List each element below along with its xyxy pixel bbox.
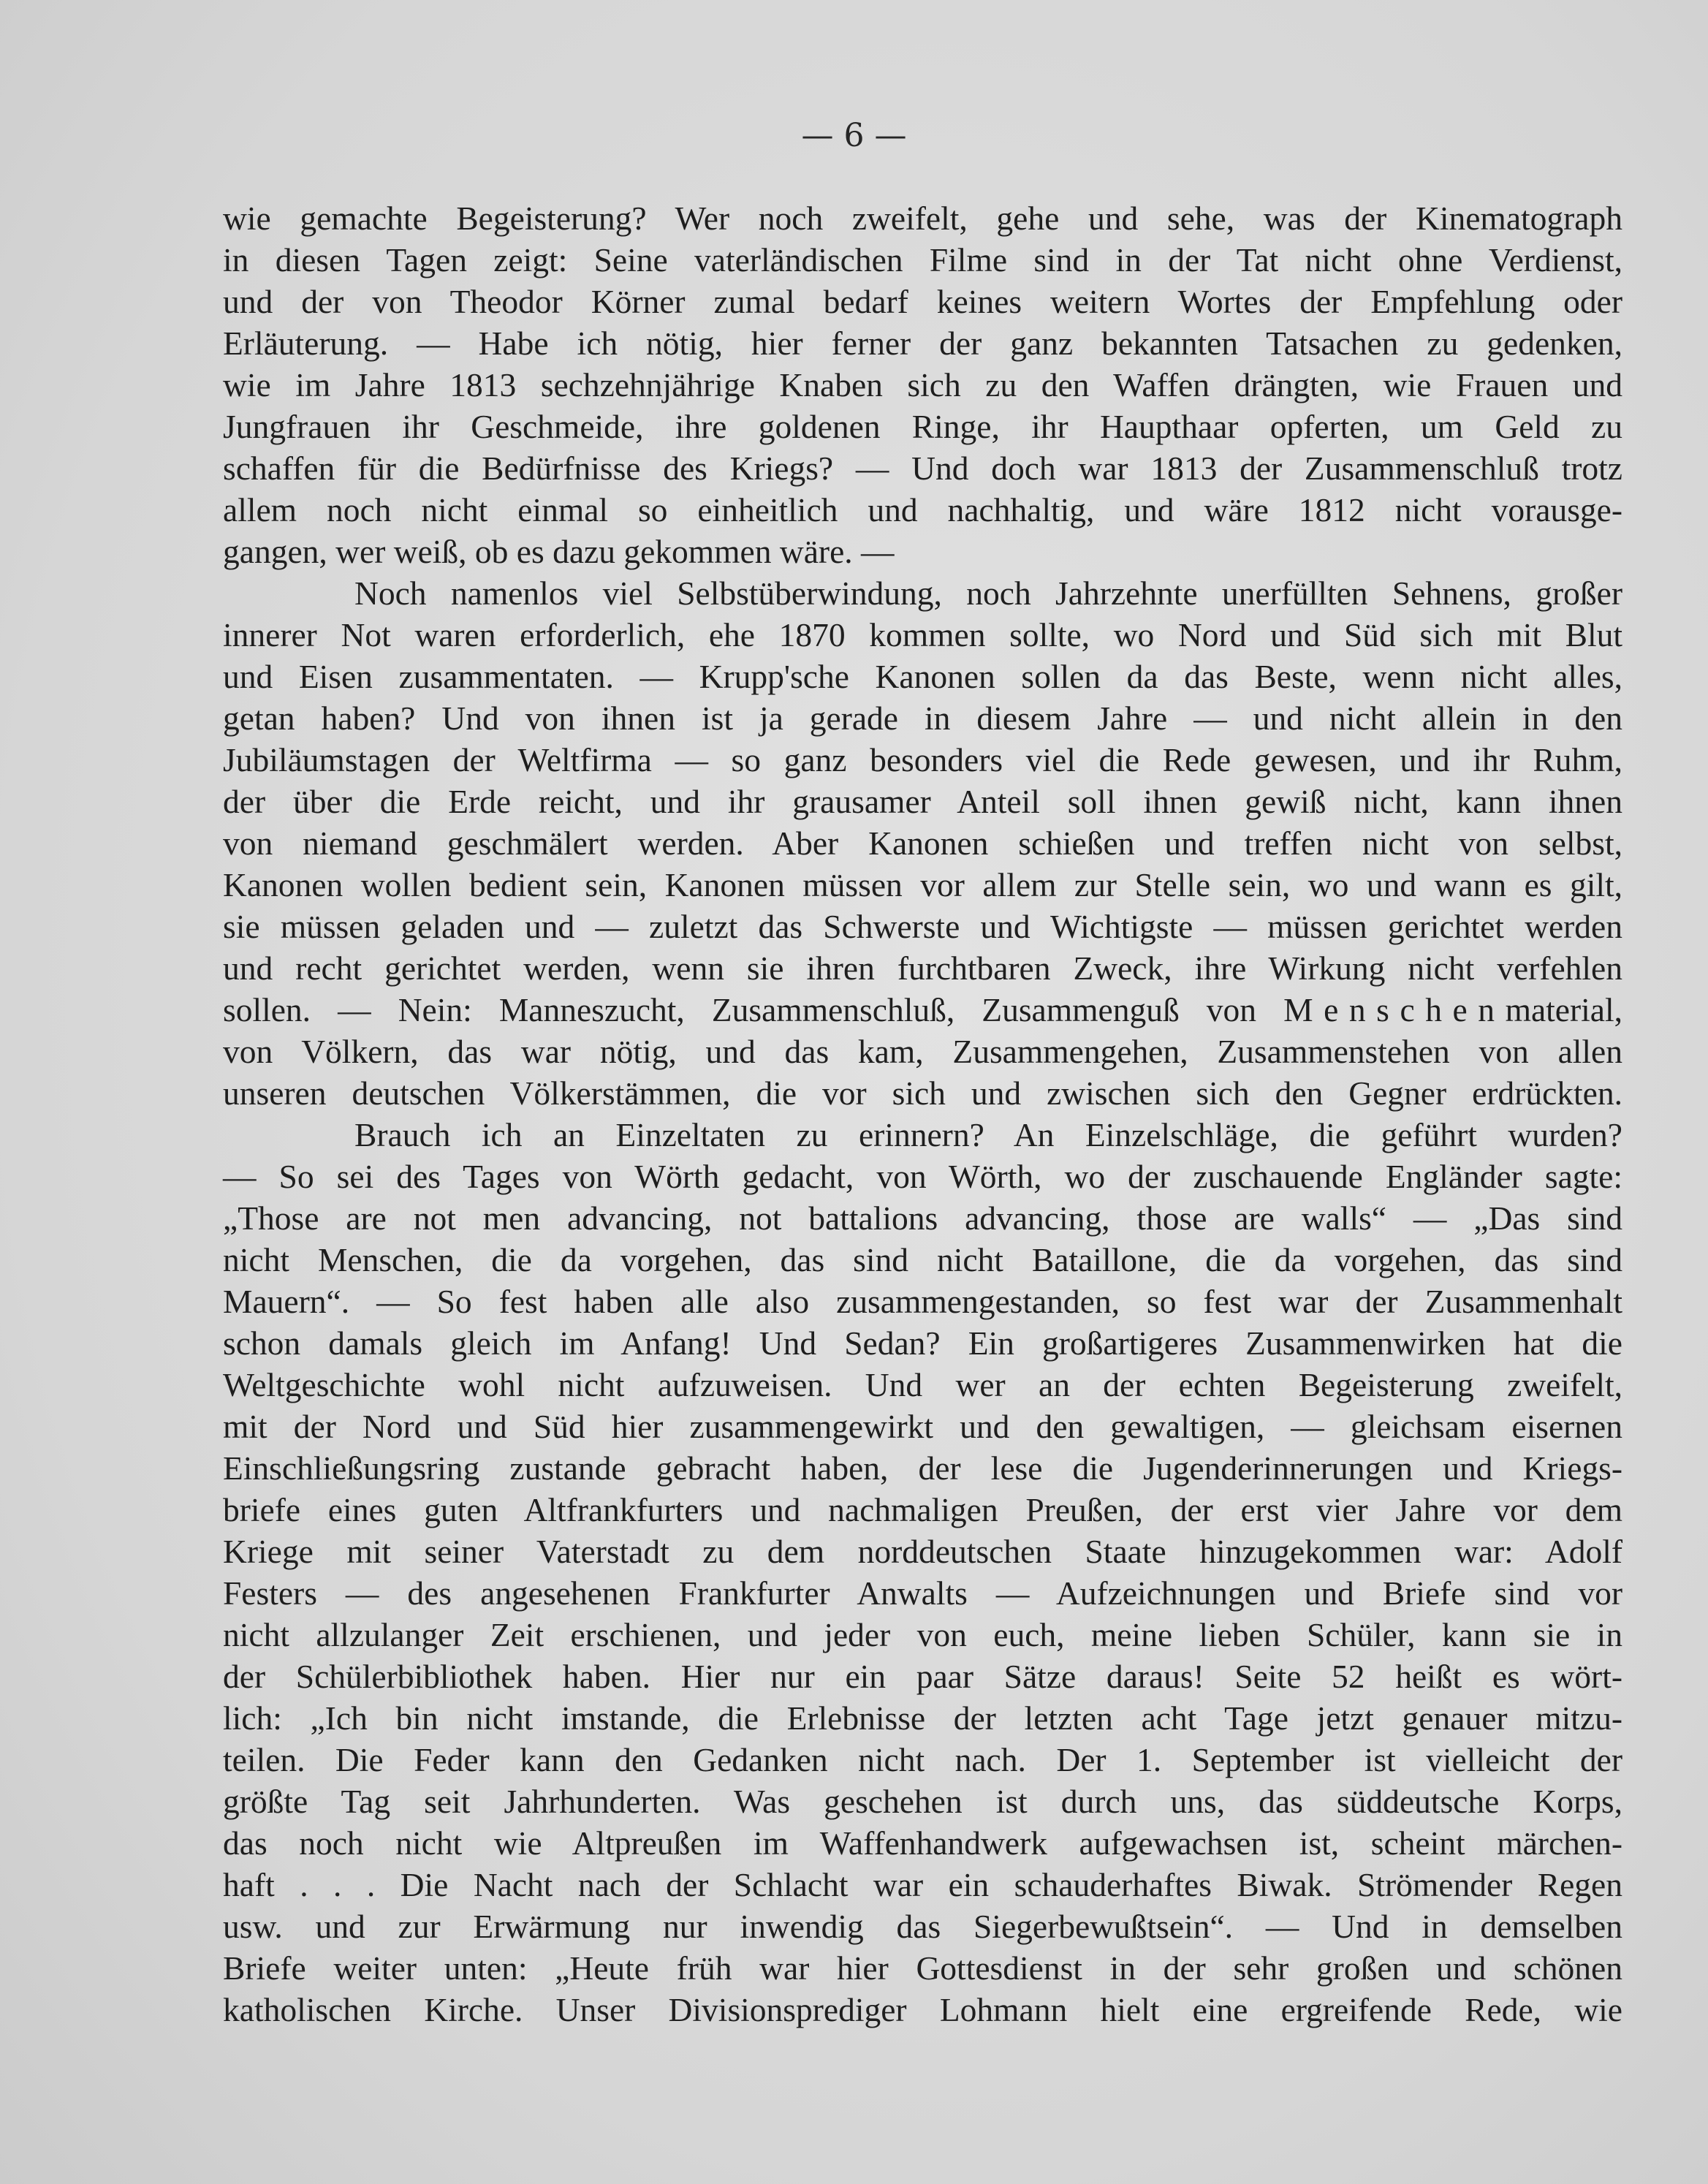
text-line: innerer Not waren erforderlich, ehe 1870 kommen sollte, wo Nord und Süd sich mit Blut (223, 616, 1622, 653)
text-line: nicht Menschen, die da vorgehen, das sind nicht Bataillone, die da vorgehen, das sind (223, 1241, 1622, 1278)
text-line: schaffen für die Bedürfnisse des Kriegs? — Und doch war 1813 der Zusammenschluß trotz (223, 450, 1622, 487)
body-text (223, 197, 1622, 2031)
text-line: haft . . . Die Nacht nach der Schlacht war ein schauderhaftes Biwak. Strömender Regen (223, 1866, 1622, 1903)
text-line: Jubiläumstagen der Weltfirma — so ganz besonders viel die Rede gewesen, und ihr Ruhm, (223, 741, 1622, 778)
text-line: mit der Nord und Süd hier zusammengewirkt und den gewaltigen, — gleichsam eisernen (223, 1408, 1622, 1445)
text-line: getan haben? Und von ihnen ist ja gerade in diesem Jahre — und nicht allein in den (223, 699, 1622, 737)
text-line: Festers — des angesehenen Frankfurter Anwalts — Aufzeichnungen und Briefe sind vor (223, 1574, 1622, 1612)
text-line: nicht allzulanger Zeit erschienen, und jeder von euch, meine lieben Schüler, kann sie in (223, 1616, 1622, 1653)
text-line: wie im Jahre 1813 sechzehnjährige Knaben sich zu den Waffen drängten, wie Frauen und (223, 366, 1622, 403)
text-line: von Völkern, das war nötig, und das kam, Zusammengehen, Zusammenstehen von allen (223, 1033, 1622, 1070)
text-line: größte Tag seit Jahrhunderten. Was geschehen ist durch uns, das süddeutsche Korps, (223, 1783, 1622, 1820)
text-line: — So sei des Tages von Wörth gedacht, von Wörth, wo der zuschauende Engländer sagte: (223, 1158, 1622, 1195)
text-line: lich: „Ich bin nicht imstande, die Erlebnisse der letzten acht Tage jetzt genauer mitzu- (223, 1699, 1622, 1737)
text-line: und Eisen zusammentaten. — Krupp'sche Kanonen sollen da das Beste, wenn nicht alles, (223, 658, 1622, 695)
text-line: Einschließungsring zustande gebracht haben, der lese die Jugenderinnerungen und Kriegs- (223, 1449, 1622, 1487)
page-number: — 6 — (801, 117, 907, 154)
line-segment: material, (1505, 991, 1623, 1028)
text-line: usw. und zur Erwärmung nur inwendig das Siegerbewußtsein“. — Und in demselben (223, 1908, 1622, 1945)
text-line: Mauern“. — So fest haben alle also zusammengestanden, so fest war der Zusammenhalt (223, 1283, 1622, 1320)
text-line: briefe eines guten Altfrankfurters und nachmaligen Preußen, der erst vier Jahre vor dem (223, 1491, 1622, 1528)
text-line: allem noch nicht einmal so einheitlich und nachhaltig, und wäre 1812 nicht vorausge- (223, 491, 1622, 528)
text-line: der über die Erde reicht, und ihr grausamer Anteil soll ihnen gewiß nicht, kann ihnen (223, 783, 1622, 820)
text-line: in diesen Tagen zeigt: Seine vaterländischen Filme sind in der Tat nicht ohne Verdienst, (223, 241, 1622, 278)
text-line (223, 989, 1622, 1031)
text-line: der Schülerbibliothek haben. Hier nur ein paar Sätze daraus! Seite 52 heißt es wört- (223, 1658, 1622, 1695)
text-line: gangen, wer weiß, ob es dazu gekommen wäre. — (223, 533, 895, 570)
text-line: Weltgeschichte wohl nicht aufzuweisen. Und wer an der echten Begeisterung zweifelt, (223, 1366, 1622, 1403)
spaced-emphasis: Menschen (1283, 991, 1506, 1028)
text-line: sie müssen geladen und — zuletzt das Schwerste und Wichtigste — müssen gerichtet werden (223, 908, 1622, 945)
text-line: wie gemachte Begeisterung? Wer noch zweifelt, gehe und sehe, was der Kinematograph (223, 200, 1622, 237)
text-line: Erläuterung. — Habe ich nötig, hier ferner der ganz bekannten Tatsachen zu gedenken, (223, 325, 1622, 362)
paragraph-start-line: Noch namenlos viel Selbstüberwindung, noch Jahrzehnte unerfüllten Sehnens, großer (354, 575, 1622, 612)
text-line: Kriege mit seiner Vaterstadt zu dem norddeutschen Staate hinzugekommen war: Adolf (223, 1533, 1622, 1570)
text-line: und der von Theodor Körner zumal bedarf keines weitern Wortes der Empfehlung oder (223, 283, 1622, 320)
text-line: von niemand geschmälert werden. Aber Kanonen schießen und treffen nicht von selbst, (223, 824, 1622, 862)
text-line: Briefe weiter unten: „Heute früh war hier Gottesdienst in der sehr großen und schönen (223, 1949, 1622, 1987)
line-segment: sollen. — Nein: Manneszucht, Zusammenschluß, Zusammenguß von (223, 991, 1257, 1028)
text-line: katholischen Kirche. Unser Divisionsprediger Lohmann hielt eine ergreifende Rede, wie (223, 1991, 1622, 2028)
text-line: das noch nicht wie Altpreußen im Waffenhandwerk aufgewachsen ist, scheint märchen- (223, 1824, 1622, 1862)
text-line: Jungfrauen ihr Geschmeide, ihre goldenen Ringe, ihr Haupthaar opferten, um Geld zu (223, 408, 1622, 445)
text-line: Kanonen wollen bedient sein, Kanonen müssen vor allem zur Stelle sein, wo und wann es gilt, (223, 866, 1622, 903)
text-line: und recht gerichtet werden, wenn sie ihren furchtbaren Zweck, ihre Wirkung nicht verfehlen (223, 949, 1622, 987)
paragraph-start-line: Brauch ich an Einzeltaten zu erinnern? An Einzelschläge, die geführt wurden? (354, 1116, 1622, 1153)
text-line: „Those are not men advancing, not battalions advancing, those are walls“ — „Das sind (223, 1199, 1622, 1237)
text-line: teilen. Die Feder kann den Gedanken nicht nach. Der 1. September ist vielleicht der (223, 1741, 1622, 1778)
text-line: unseren deutschen Völkerstämmen, die vor sich und zwischen sich den Gegner erdrückten. (223, 1074, 1622, 1112)
text-line: schon damals gleich im Anfang! Und Sedan? Ein großartigeres Zusammenwirken hat die (223, 1324, 1622, 1362)
